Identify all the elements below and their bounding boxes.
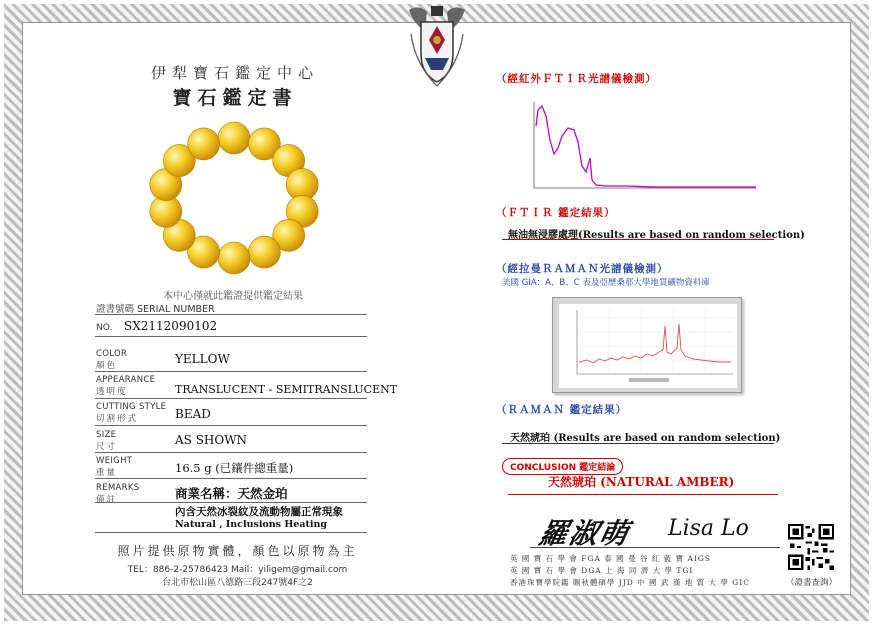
- color-label-en: COLOR: [96, 349, 128, 359]
- ftir-section-title: （經紅外ＦＴＩＲ光譜儀檢測）: [496, 73, 657, 85]
- ftir-spectrum-line: [536, 106, 756, 187]
- signature-line: [530, 547, 780, 548]
- contact-info: TEL：886-2-25786423 Mail：yiligem@gmail.com: [127, 565, 348, 575]
- raman-section-title: （經拉曼ＲＡＭＡＮ光譜儀檢測）: [496, 263, 669, 275]
- photo-note: 照片提供原物實體，顏色以原物為主: [117, 544, 358, 558]
- remarks-label-en: REMARKS: [96, 483, 140, 493]
- appearance-label-cn: 透明度: [96, 387, 128, 397]
- ftir-spectrum-chart: [516, 96, 760, 196]
- remarks-trade-name: 商業名稱：天然金珀: [175, 486, 288, 501]
- remarks-inclusions-cn: 內含天然冰裂紋及流動物屬正常現象: [175, 506, 343, 518]
- signature-en: Lisa Lo: [668, 516, 749, 541]
- amber-bead: [218, 242, 250, 274]
- disclaimer-text: 本中心僅就此鑑證提供鑑定結果: [163, 291, 303, 302]
- org-name: 伊犁寶石鑑定中心: [150, 64, 319, 82]
- amber-bead: [188, 128, 220, 160]
- divider: [95, 502, 367, 503]
- serial-number-label: 證書號碼 SERIAL NUMBER: [96, 304, 215, 315]
- divider: [95, 398, 367, 399]
- affiliation-line-1: 英 國 寶 石 學 會 FGA 泰 國 曼 谷 紅 藍 寶 AIGS: [510, 554, 711, 563]
- address: 台北市松山區八德路三段247號4F之2: [162, 578, 313, 588]
- weight-value: 16.5 g (已鑲件總重量): [175, 461, 294, 475]
- raman-result-title: （ＲＡＭＡＮ 鑑定結果）: [496, 404, 628, 416]
- appearance-label-en: APPEARANCE: [96, 375, 156, 385]
- divider: [95, 314, 367, 315]
- ftir-result-title: （ＦＴＩＲ 鑑定結果）: [496, 207, 616, 219]
- raman-spectrum-line: [579, 324, 731, 363]
- affiliation-line-3: 香港珠寶學院鑑 賜秋體碩學 JJD 中 國 武 漢 地 質 大 學 GIC: [510, 578, 750, 587]
- weight-label-cn: 重量: [96, 468, 118, 478]
- amber-bracelet-photo: [142, 118, 327, 278]
- certificate-title: 寶石鑑定書: [172, 87, 298, 109]
- amber-bead: [218, 122, 250, 154]
- divider: [95, 425, 367, 426]
- signature-cn: 羅淑萌: [536, 517, 634, 550]
- cutting-style-label-en: CUTTING STYLE: [96, 402, 167, 412]
- divider: [95, 452, 367, 453]
- divider: [95, 532, 367, 533]
- divider: [95, 371, 367, 372]
- remarks-label-cn: 備註: [96, 495, 118, 505]
- size-value: AS SHOWN: [175, 433, 248, 447]
- no-label: NO.: [96, 323, 113, 333]
- qr-code-label: （證書查詢）: [786, 578, 838, 588]
- serial-number-value: SX2112090102: [124, 319, 218, 333]
- weight-label-en: WEIGHT: [96, 456, 133, 466]
- amber-bead: [248, 236, 280, 268]
- size-label-en: SIZE: [96, 430, 117, 440]
- ftir-result-text: 無油無浸膠處理(Results are based on random selection): [508, 230, 805, 241]
- coat-of-arms-emblem: [405, 4, 469, 90]
- color-label-cn: 顏色: [96, 361, 118, 371]
- raman-result-text: 天然琥珀 (Results are based on random selection): [510, 433, 781, 444]
- cutting-style-value: BEAD: [175, 407, 211, 421]
- ftir-result-underline: [502, 239, 774, 240]
- color-value: YELLOW: [175, 352, 230, 366]
- appearance-value: TRANSLUCENT - SEMITRANSLUCENT: [175, 383, 398, 396]
- conclusion-label: CONCLUSION 鑑定結論: [502, 458, 623, 475]
- cutting-style-label-cn: 切割形式: [96, 414, 139, 424]
- affiliation-line-2: 英 國 寶 石 學 會 DGA 上 海 同 濟 大 學 TGI: [510, 566, 694, 575]
- raman-result-underline: [502, 443, 774, 444]
- conclusion-value: 天然琥珀 (NATURAL AMBER): [548, 475, 735, 489]
- size-label-cn: 尺寸: [96, 442, 118, 452]
- divider: [95, 336, 367, 337]
- raman-reference-text: 美國 GIA：A、B、C 表及亞歷桑那大學地質礦物資料庫: [502, 278, 710, 288]
- divider: [95, 478, 367, 479]
- raman-spectrum-panel: [552, 297, 742, 393]
- qr-code-icon[interactable]: [788, 524, 834, 570]
- remarks-inclusions-en: Natural , Inclusions Heating: [175, 519, 328, 530]
- conclusion-underline: [508, 494, 778, 495]
- raman-spectrum-chart: [559, 304, 737, 388]
